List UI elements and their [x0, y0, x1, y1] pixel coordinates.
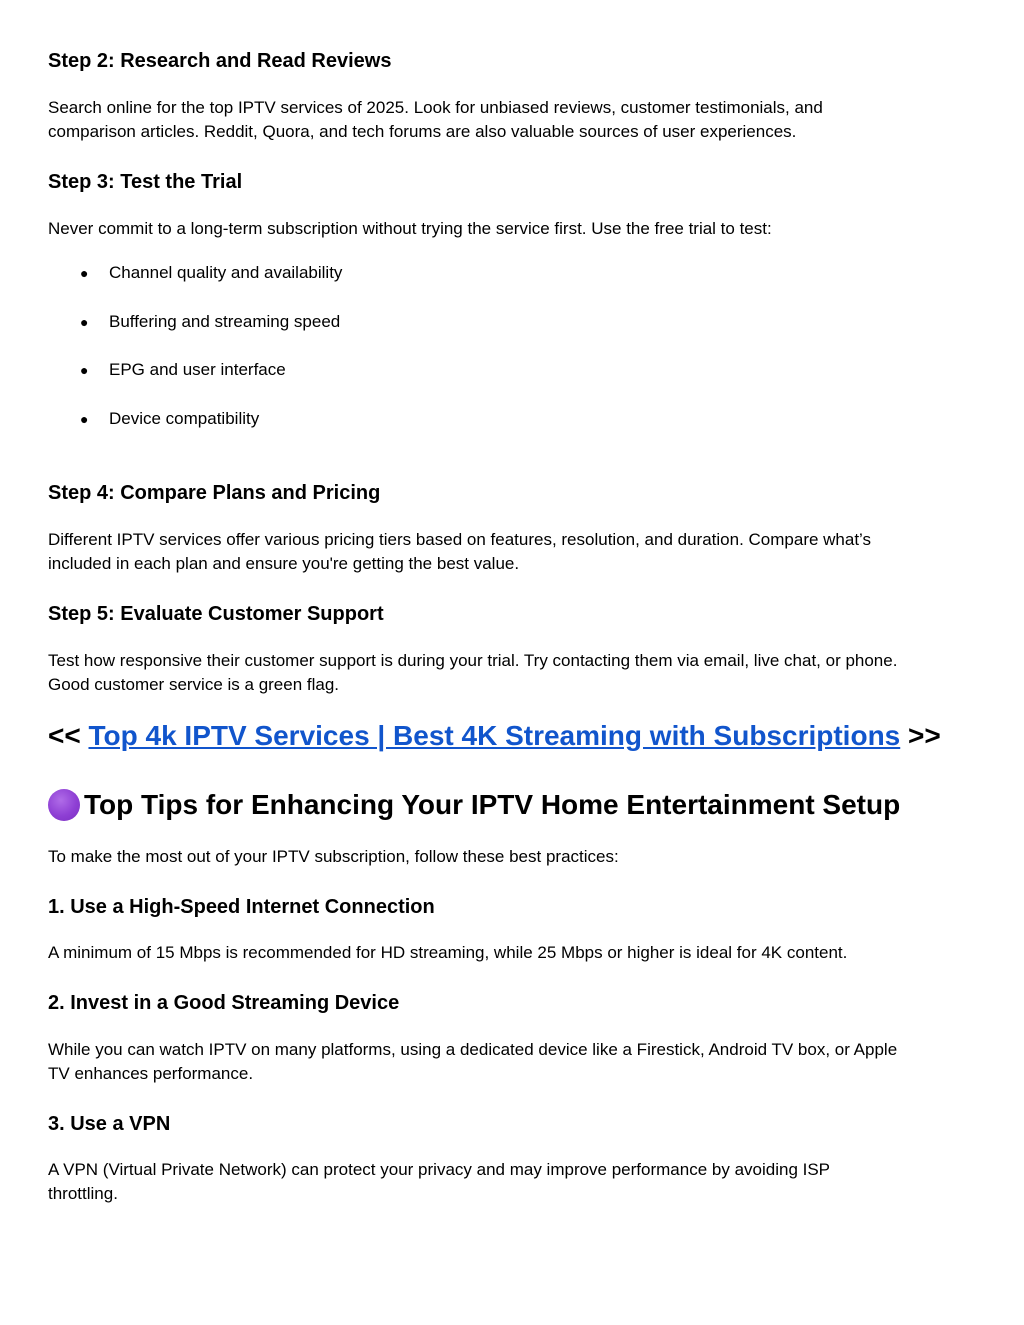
tip1-heading: 1. Use a High-Speed Internet Connection: [48, 896, 435, 918]
tips-heading: [48, 786, 900, 824]
step2-line2: comparison articles. Reddit, Quora, and tech forums are also valuable sources of user experiences.: [48, 122, 797, 141]
list-item-text: Channel quality and availability: [109, 263, 343, 282]
step5-paragraph: [48, 649, 978, 697]
step4-paragraph: [48, 528, 978, 576]
cta-suffix: >>: [900, 720, 941, 751]
tip3-line1: A VPN (Virtual Private Network) can protect your privacy and may improve performance by avoiding ISP: [48, 1160, 831, 1179]
tip2-paragraph: [48, 1038, 978, 1086]
tip2-line2: TV enhances performance.: [48, 1064, 254, 1083]
step2-line1: Search online for the top IPTV services of 2025. Look for unbiased reviews, customer testimonials, and: [48, 98, 823, 117]
step3-heading: Step 3: Test the Trial: [48, 171, 243, 193]
step5-heading: Step 5: Evaluate Customer Support: [48, 603, 384, 625]
list-item-text: EPG and user interface: [109, 360, 286, 379]
step3-intro: Never commit to a long-term subscription without trying the service first. Use the free trial to test:: [48, 219, 772, 238]
purple-circle-icon: [48, 789, 80, 821]
bullet-icon: ●: [80, 411, 89, 427]
list-item-text: Buffering and streaming speed: [109, 312, 341, 331]
tip2-heading: 2. Invest in a Good Streaming Device: [48, 992, 400, 1014]
tip1-paragraph: A minimum of 15 Mbps is recommended for HD streaming, while 25 Mbps or higher is ideal for 4K content.: [48, 943, 848, 962]
promo-link-line: [48, 718, 941, 754]
bullet-icon: ●: [80, 362, 89, 378]
bullet-icon: ●: [80, 314, 89, 330]
list-item-text: Device compatibility: [109, 409, 260, 428]
step4-heading: Step 4: Compare Plans and Pricing: [48, 482, 381, 504]
step4-line1: Different IPTV services offer various pricing tiers based on features, resolution, and duration. Compare what’s: [48, 530, 872, 549]
step5-line2: Good customer service is a green flag.: [48, 675, 340, 694]
step4-line2: included in each plan and ensure you're getting the best value.: [48, 554, 520, 573]
cta-prefix: <<: [48, 720, 89, 751]
tip3-heading: 3. Use a VPN: [48, 1113, 171, 1135]
tips-intro: To make the most out of your IPTV subscription, follow these best practices:: [48, 847, 619, 866]
tip3-paragraph: [48, 1158, 978, 1206]
step5-line1: Test how responsive their customer support is during your trial. Try contacting them via email, live chat, or phone.: [48, 651, 898, 670]
bullet-icon: ●: [80, 265, 89, 281]
top-4k-iptv-link[interactable]: Top 4k IPTV Services | Best 4K Streaming with Subscriptions: [88, 720, 901, 751]
tips-heading-text: Top Tips for Enhancing Your IPTV Home Entertainment Setup: [84, 789, 901, 820]
tip3-line2: throttling.: [48, 1184, 118, 1203]
tip2-line1: While you can watch IPTV on many platforms, using a dedicated device like a Firestick, Android TV box, or Apple: [48, 1040, 898, 1059]
step2-paragraph: [48, 96, 978, 144]
step2-heading: Step 2: Research and Read Reviews: [48, 50, 392, 72]
